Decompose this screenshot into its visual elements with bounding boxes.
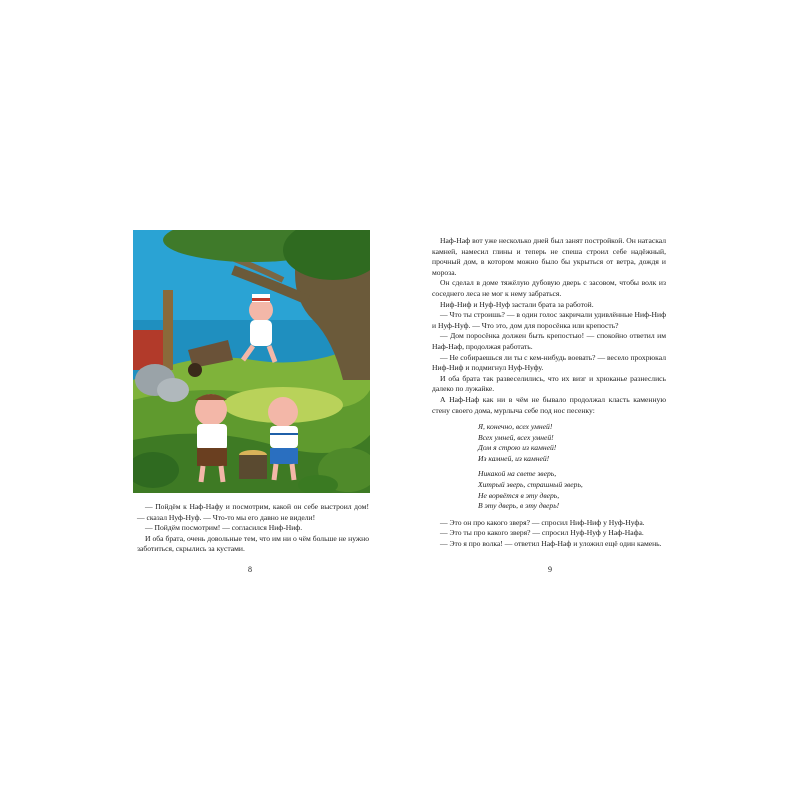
paragraph: И оба брата, очень довольные тем, что им ни о чём больше не нужно заботиться, скрылись за кустами. [137, 533, 369, 554]
paragraph: И оба брата так развеселились, что их визг и хрюканье разнеслись далеко по лужайке. [432, 373, 666, 394]
right-page-text [432, 236, 666, 550]
paragraph: — Не собираешься ли ты с кем-нибудь воевать? — весело прохрюкал Ниф-Ниф и подмигнул Нуф-Нуфу. [432, 352, 666, 373]
three-pigs-illustration [133, 230, 370, 493]
song-verse [478, 422, 666, 512]
paragraph: — Пойдём посмотрим! — согласился Ниф-Ниф. [145, 523, 303, 533]
verse-line: Дом я строю из камней! [478, 443, 557, 453]
page-number-left: 8 [248, 565, 252, 574]
verse-line: Никакой на свете зверь, [478, 469, 557, 479]
paragraph: — Пойдём к Наф-Нафу и посмотрим, какой он себе выстроил дом! — сказал Нуф-Нуф. — Что-то мы его давно не видели! [137, 502, 369, 522]
verse-line: Всех умней, всех умней! [478, 432, 554, 442]
verse-line: В эту дверь, в эту дверь! [478, 501, 560, 511]
paragraph: — Что ты строишь? — в один голос закричали удивлённые Ниф-Ниф и Нуф-Нуф. — Что это, дом для поросёнка или крепость? [432, 310, 666, 330]
paragraph: — Это он про какого зверя? — спросил Ниф-Ниф у Нуф-Нуфа. [440, 517, 645, 527]
right-page [400, 0, 800, 800]
verse-line: Я, конечно, всех умней! [478, 422, 553, 432]
verse-line: Не ворвётся в эту дверь, [478, 490, 560, 500]
paragraph: — Дом поросёнка должен быть крепостью! — спокойно ответил им Наф-Наф, продолжая работать. [432, 331, 666, 351]
paragraph: — Это ты про какого зверя? — спросил Нуф-Нуф у Наф-Нафа. [440, 528, 644, 538]
verse-line: Хитрый зверь, страшный зверь, [478, 480, 583, 490]
paragraph: Он сделал в доме тяжёлую дубовую дверь с засовом, чтобы волк из соседнего леса не мог к нему забраться. [432, 278, 666, 298]
page-number-right: 9 [548, 565, 552, 574]
paragraph: А Наф-Наф как ни в чём не бывало продолжал класть каменную стену своего дома, мурлыча себе под нос песенку: [432, 394, 666, 415]
left-page-text [137, 502, 369, 555]
paragraph: Ниф-Ниф и Нуф-Нуф застали брата за работой. [440, 299, 594, 309]
paragraph: — Это я про волка! — ответил Наф-Наф и уложил ещё один камень. [440, 539, 662, 549]
paragraph: Наф-Наф вот уже несколько дней был занят постройкой. Он натаскал камней, намесил глины и теперь не спеша строил себе надёжный, прочный дом, в котором можно было бы укрыться от ветра, дождя и мороза. [432, 236, 666, 277]
verse-line: Из камней, из камней! [478, 453, 550, 463]
